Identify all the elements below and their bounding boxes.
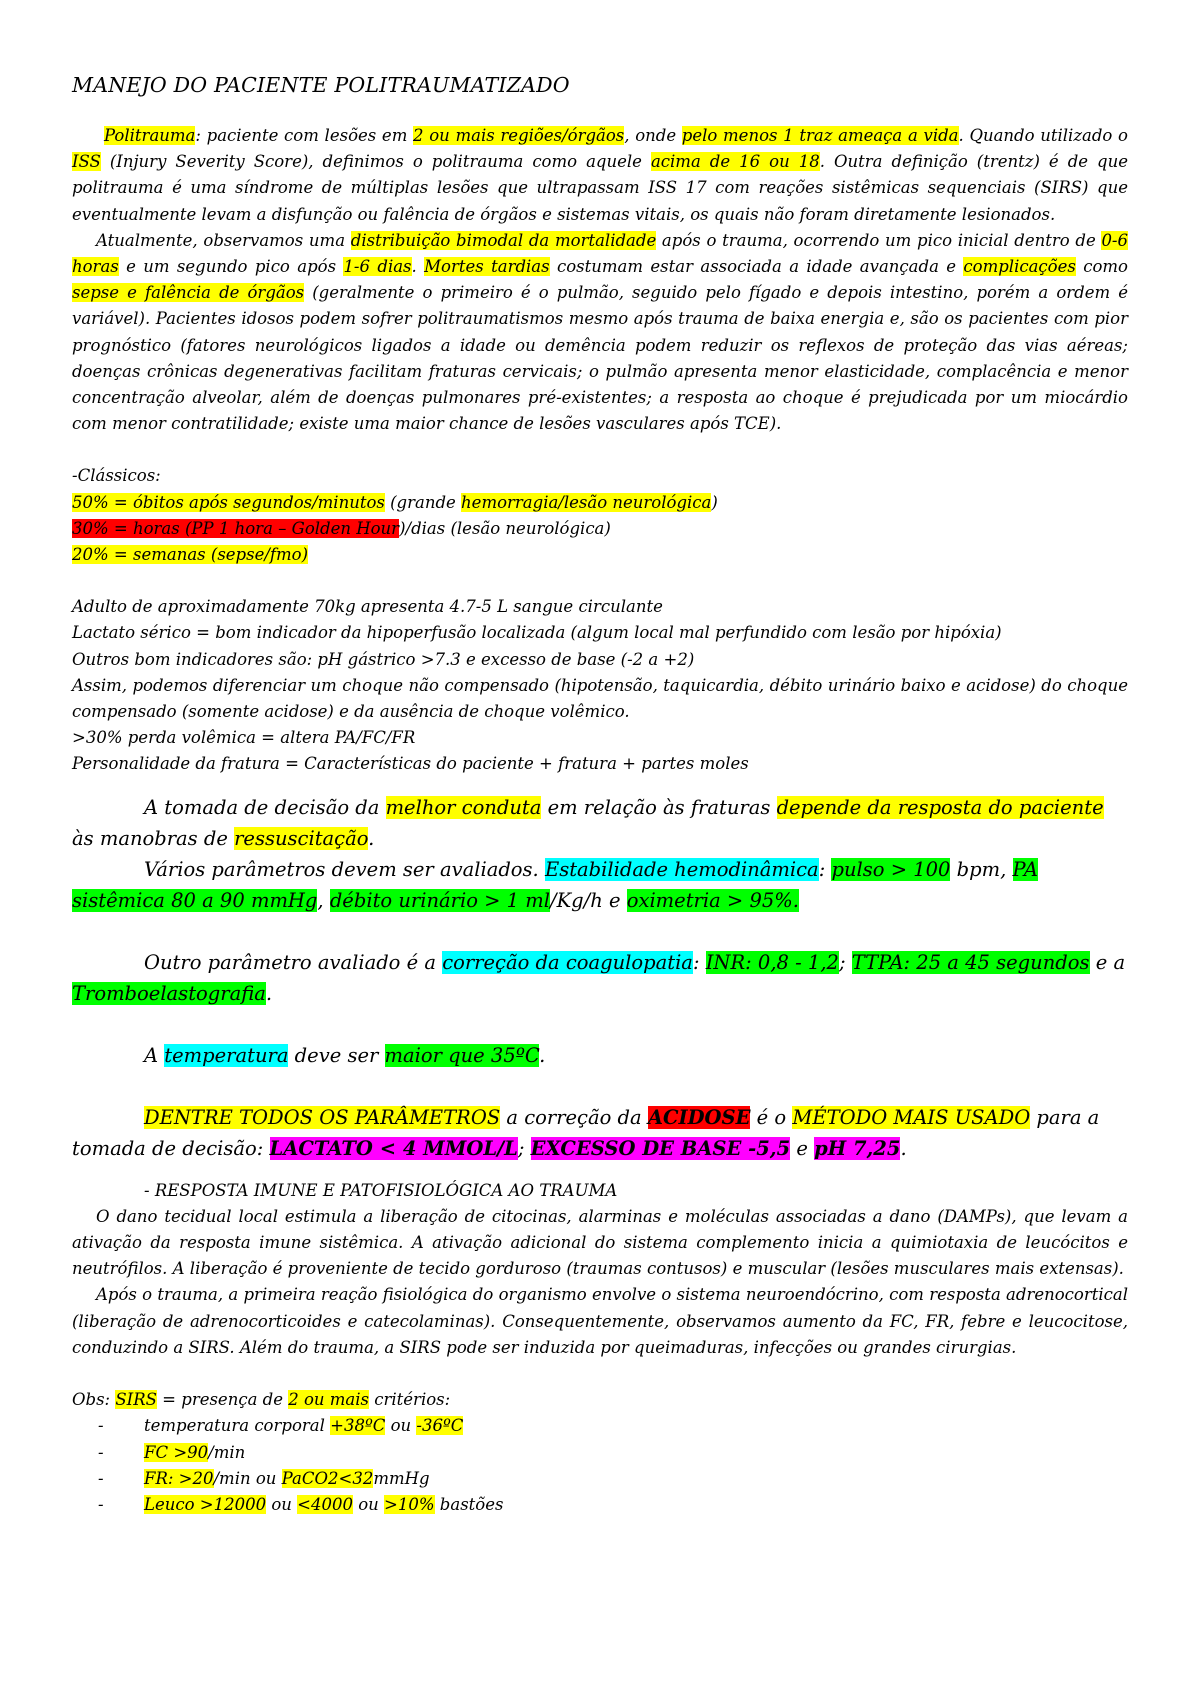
text-span: para a tomada de decisão: bbox=[72, 1105, 1100, 1160]
highlight-iss: ISS bbox=[72, 152, 101, 172]
text-span: como bbox=[1075, 257, 1128, 277]
fact-shock-differentiation: Assim, podemos diferenciar um choque não compensado (hipotensão, taquicardia, débito urinário baixo e acidose) do choque compensado (somente acidose) e da ausência de choque volêmico. bbox=[72, 675, 1128, 722]
dash-marker: - bbox=[98, 1468, 104, 1488]
text-span: ) bbox=[711, 492, 718, 512]
text-span: bastões bbox=[434, 1494, 504, 1514]
temperature-paragraph bbox=[72, 1040, 1128, 1071]
text-span: às manobras de bbox=[72, 826, 235, 850]
text-span: após o trauma, ocorrendo um pico inicial dentro de bbox=[656, 230, 1102, 250]
text-span: )/dias (lesão neurológica) bbox=[399, 518, 611, 538]
text-span: (grande bbox=[384, 492, 462, 512]
highlight-hemorrhage: hemorragia/lesão neurológica bbox=[461, 492, 712, 512]
decision-paragraph bbox=[72, 792, 1128, 854]
highlight-fc: FC >90 bbox=[144, 1442, 209, 1462]
text-span: costumam estar associada a idade avançada e bbox=[549, 257, 964, 277]
highlight-all-parameters: DENTRE TODOS OS PARÂMETROS bbox=[144, 1105, 501, 1129]
text-span: . bbox=[411, 257, 425, 277]
resposta-paragraph-1: O dano tecidual local estimula a liberação de citocinas, alarminas e moléculas associadas a dano (DAMPs), que levam a ativação da resposta imune sistêmica. A ativação adicional do sistema complemento inicia a quimiotaxia de leucócitos e neutrófilos. A liberação é proveniente de tecido gorduroso (traumas contusos) e muscular (lesões musculares mais extensas). bbox=[72, 1206, 1128, 1279]
highlight-complications: complicações bbox=[963, 257, 1076, 277]
highlight-35c: maior que 35ºC bbox=[384, 1043, 540, 1067]
text-span: . bbox=[539, 1043, 546, 1067]
list-item bbox=[72, 1466, 1128, 1492]
text-span: : paciente com lesões em bbox=[195, 126, 414, 145]
highlight-sirs: SIRS bbox=[115, 1390, 157, 1410]
highlight-threat: pelo menos 1 traz ameaça a vida bbox=[681, 126, 959, 145]
highlight-36c: -36ºC bbox=[416, 1416, 464, 1436]
acidosis-paragraph bbox=[72, 1102, 1128, 1164]
text-span: a correção da bbox=[500, 1105, 648, 1129]
text-span: Outro parâmetro avaliado é a bbox=[144, 950, 443, 974]
highlight-regions: 2 ou mais regiões/órgãos bbox=[413, 126, 625, 145]
highlight-acidosis: ACIDOSE bbox=[647, 1105, 751, 1129]
highlight-leuco-low: <4000 bbox=[297, 1494, 353, 1514]
classicos-line-50 bbox=[72, 490, 1128, 516]
highlight-30-percent: 30% = horas (PP 1 hora – Golden Hour bbox=[72, 518, 400, 538]
highlight-iss-threshold: acima de 16 ou 18 bbox=[650, 152, 820, 172]
text-span: temperatura corporal bbox=[144, 1416, 331, 1436]
politrauma-definition-paragraph bbox=[72, 123, 1128, 228]
sirs-criteria-list bbox=[72, 1413, 1128, 1518]
text-span: (Injury Severity Score), definimos o politrauma como aquele bbox=[100, 152, 651, 172]
text-span: ; bbox=[838, 950, 852, 974]
fact-lactate: Lactato sérico = bom indicador da hipoperfusão localizada (algum local mal perfundido com lesão por hipóxia) bbox=[72, 623, 1002, 643]
text-span: critérios: bbox=[369, 1390, 451, 1410]
text-span: em relação às fraturas bbox=[541, 795, 777, 819]
text-span: Atualmente, observamos uma bbox=[96, 230, 351, 250]
fact-other-indicators: Outros bom indicadores são: pH gástrico >7.3 e excesso de base (-2 a +2) bbox=[72, 649, 695, 669]
text-span: : bbox=[692, 950, 706, 974]
highlight-2-or-more: 2 ou mais bbox=[288, 1390, 370, 1410]
classicos-line-30 bbox=[72, 516, 1128, 542]
list-item bbox=[72, 1492, 1128, 1518]
highlight-bimodal: distribuição bimodal da mortalidade bbox=[350, 230, 657, 250]
highlight-50-percent: 50% = óbitos após segundos/minutos bbox=[72, 492, 385, 512]
dash-marker: - bbox=[98, 1442, 104, 1462]
fact-fracture-personality: Personalidade da fratura = Características do paciente + fratura + partes moles bbox=[72, 754, 749, 774]
text-span: ; bbox=[517, 1136, 531, 1160]
highlight-pa: PA sistêmica 80 a 90 mmHg bbox=[72, 857, 1038, 912]
text-span: /Kg/h e bbox=[550, 888, 627, 912]
resposta-paragraph-2: Após o trauma, a primeira reação fisiológica do organismo envolve o sistema neuroendócrino, com resposta adrenocortical (liberação de adrenocorticoides e catecolaminas). Consequentemente, observamos aumento da FC, FR, febre e leucocitose, conduzindo a SIRS. Além do trauma, a SIRS pode ser induzida por queimaduras, infecções ou grandes cirurgias. bbox=[72, 1285, 1128, 1357]
highlight-most-used-method: MÉTODO MAIS USADO bbox=[792, 1105, 1031, 1129]
highlight-resuscitation: ressuscitação bbox=[234, 826, 369, 850]
text-span: ou bbox=[266, 1494, 298, 1514]
highlight-inr: INR: 0,8 - 1,2 bbox=[705, 950, 839, 974]
text-span: ou bbox=[352, 1494, 385, 1514]
highlight-sepsis: sepse e falência de órgãos bbox=[72, 283, 305, 303]
text-span: . Quando utilizado o bbox=[958, 126, 1128, 145]
coagulopathy-paragraph bbox=[72, 947, 1128, 1009]
classicos-heading: -Clássicos: bbox=[72, 466, 161, 486]
text-span: . bbox=[265, 981, 273, 1005]
list-item bbox=[72, 1413, 1128, 1439]
text-span: /min bbox=[208, 1442, 246, 1462]
classicos-line-20 bbox=[72, 542, 1128, 568]
highlight-ph: pH 7,25 bbox=[814, 1136, 901, 1160]
highlight-lactate: LACTATO < 4 MMOL/L bbox=[269, 1136, 518, 1160]
dash-marker: - bbox=[98, 1416, 104, 1436]
fact-blood-volume: Adulto de aproximadamente 70kg apresenta 4.7-5 L sangue circulante bbox=[72, 597, 663, 617]
text-span: = presença de bbox=[156, 1390, 289, 1410]
highlight-0-6-hours: 0-6 horas bbox=[72, 230, 1129, 277]
dash-marker: - bbox=[98, 1494, 104, 1514]
text-span: . bbox=[368, 826, 375, 850]
hemodynamic-paragraph bbox=[72, 854, 1128, 916]
fact-volume-loss: >30% perda volêmica = altera PA/FC/FR bbox=[72, 728, 416, 748]
text-span: /min ou bbox=[213, 1468, 282, 1488]
text-span: A tomada de decisão da bbox=[144, 795, 386, 819]
highlight-hemodynamic: Estabilidade hemodinâmica bbox=[544, 857, 819, 881]
mortality-paragraph bbox=[72, 228, 1128, 438]
text-span: : bbox=[818, 857, 832, 881]
highlight-fr: FR: >20 bbox=[144, 1468, 214, 1488]
highlight-late-deaths: Mortes tardias bbox=[424, 257, 550, 277]
text-span: Obs: bbox=[72, 1390, 116, 1410]
highlight-thromboelastography: Tromboelastografia bbox=[72, 981, 266, 1005]
highlight-best-conduct: melhor conduta bbox=[385, 795, 542, 819]
highlight-20-percent: 20% = semanas (sepse/fmo) bbox=[72, 545, 309, 565]
text-span: , onde bbox=[624, 126, 682, 145]
obs-sirs-line bbox=[72, 1387, 1128, 1413]
text-span: A bbox=[144, 1043, 165, 1067]
highlight-38c: +38ºC bbox=[330, 1416, 386, 1436]
highlight-coagulopathy: correção da coagulopatia bbox=[442, 950, 693, 974]
highlight-ttpa: TTPA: 25 a 45 segundos bbox=[851, 950, 1090, 974]
highlight-temperature: temperatura bbox=[164, 1043, 289, 1067]
text-span: , bbox=[317, 888, 330, 912]
highlight-paco2: PaCO2<32 bbox=[281, 1468, 374, 1488]
text-span: ou bbox=[385, 1416, 417, 1436]
text-span: e bbox=[790, 1136, 815, 1160]
text-span: . bbox=[900, 1136, 907, 1160]
highlight-politrauma: Politrauma bbox=[104, 126, 196, 145]
text-span: e a bbox=[1089, 950, 1126, 974]
text-span: mmHg bbox=[373, 1468, 430, 1488]
document-title: MANEJO DO PACIENTE POLITRAUMATIZADO bbox=[72, 73, 570, 97]
text-span: deve ser bbox=[288, 1043, 385, 1067]
text-span: bpm, bbox=[950, 857, 1013, 881]
highlight-leuco-high: Leuco >12000 bbox=[144, 1494, 267, 1514]
list-item bbox=[72, 1440, 1128, 1466]
highlight-oximetry: oximetria > 95%. bbox=[626, 888, 800, 912]
text-span: (geralmente o primeiro é o pulmão, seguido pelo fígado e depois intestino, porém a ordem é variável). Pacientes idosos podem sofrer politraumatismos mesmo após trauma de baixa energia e, são os pacientes com pior prognóstico (fatores neurológicos ligados a idade ou demência podem reduzir os reflexos de proteção das vias aéreas; doenças crônicas degenerativas facilitam fraturas cervicais; o pulmão apresenta menor elasticidade, complacência e menor concentração alveolar, além de doenças pulmonares pré-existentes; a resposta ao choque é prejudicada por um miocárdio com menor contratilidade; existe uma maior chance de lesões vasculares após TCE). bbox=[72, 283, 1128, 434]
resposta-heading: - RESPOSTA IMUNE E PATOFISIOLÓGICA AO TRAUMA bbox=[144, 1180, 618, 1200]
document-page bbox=[72, 72, 1128, 1518]
text-span: . Outra definição (trentz) é de que politrauma é uma síndrome de múltiplas lesões que ultrapassam ISS 17 com reações sistêmicas sequenciais (SIRS) que eventualmente levam a disfunção ou falência de órgãos e sistemas vitais, os quais não foram diretamente lesionados. bbox=[72, 152, 1129, 224]
highlight-base-excess: EXCESSO DE BASE -5,5 bbox=[530, 1136, 791, 1160]
highlight-pulse: pulso > 100 bbox=[831, 857, 951, 881]
highlight-bands: >10% bbox=[384, 1494, 435, 1514]
highlight-1-6-days: 1-6 dias bbox=[343, 257, 412, 277]
highlight-patient-response: depende da resposta do paciente bbox=[776, 795, 1104, 819]
text-span: Vários parâmetros devem ser avaliados. bbox=[144, 857, 545, 881]
highlight-urine-output: débito urinário > 1 ml bbox=[329, 888, 551, 912]
text-span: e um segundo pico após bbox=[118, 257, 344, 277]
text-span: é o bbox=[750, 1105, 793, 1129]
